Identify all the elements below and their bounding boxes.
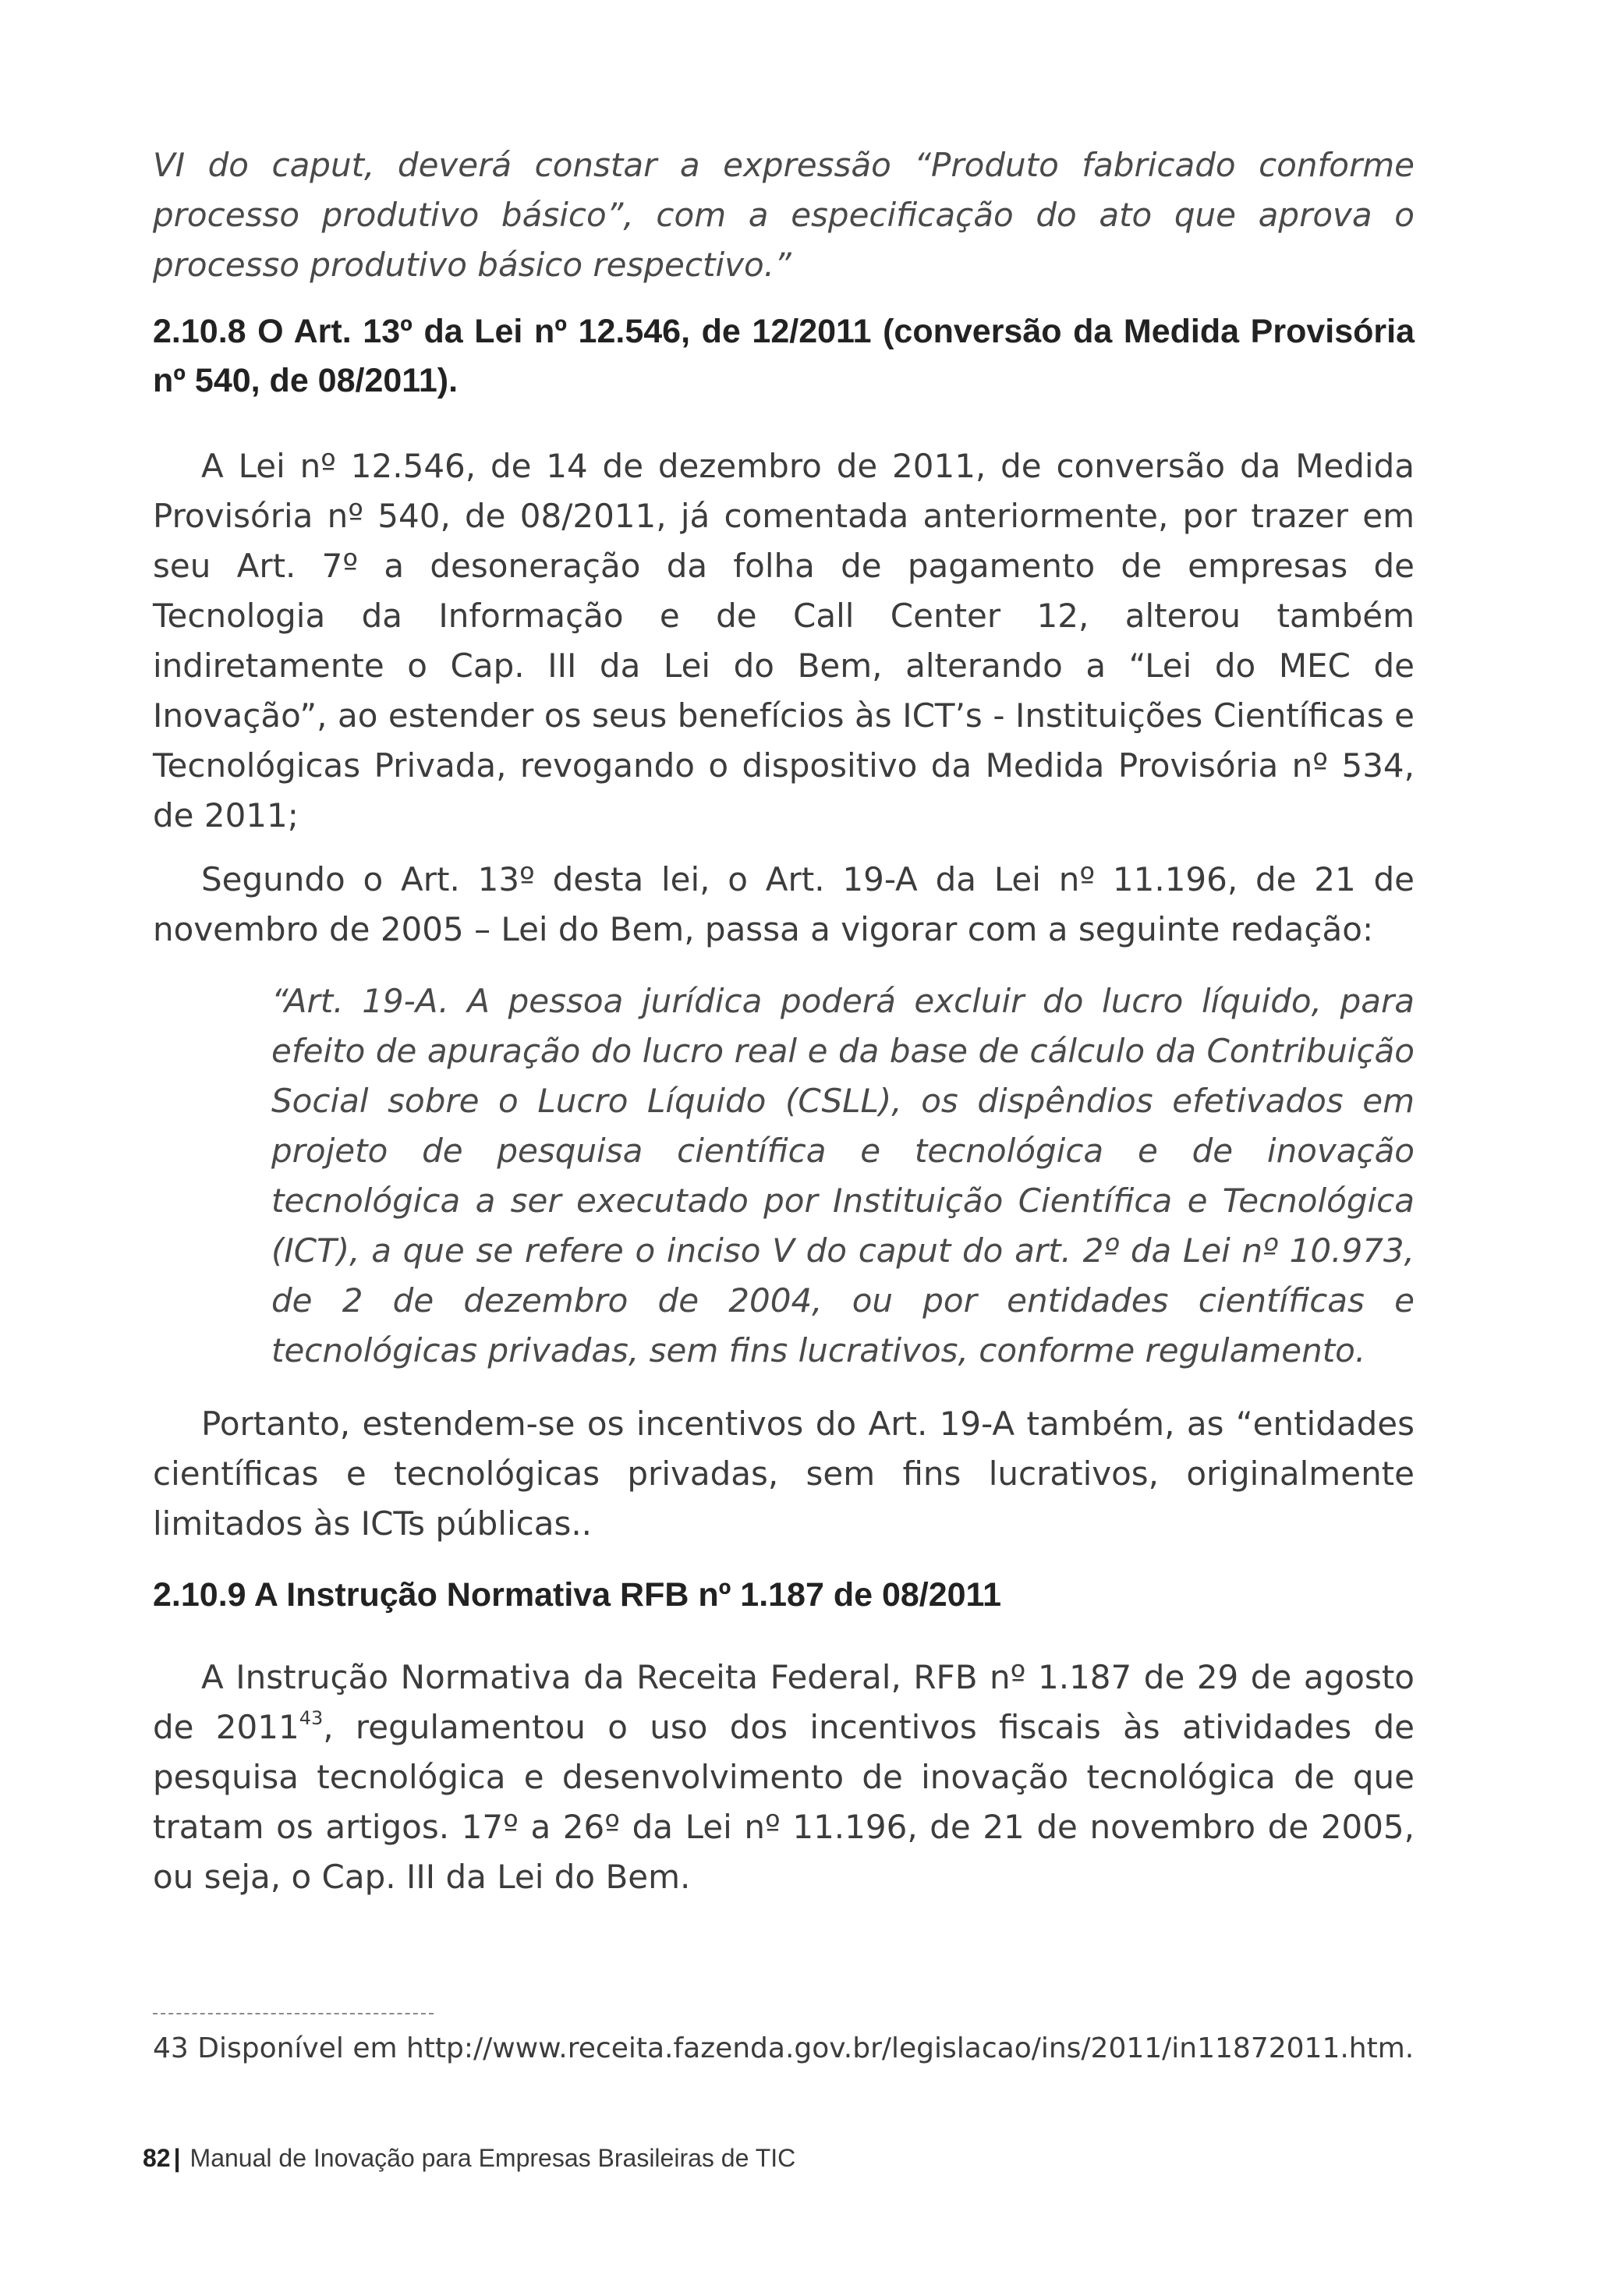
- footnote-reference[interactable]: 43: [299, 1707, 324, 1729]
- page-number: 82: [143, 2144, 171, 2172]
- quote-art-19a: “Art. 19-A. A pessoa jurídica poderá excluir do lucro líquido, para efeito de apuração do lucro real e da base de cálculo da Contribuição Social sobre o Lucro Líquido (CSLL), os dispêndios efetivados em projeto de pesquisa científica e tecnológica e de inovação tecnológica a ser executado por Instituição Científica e Tecnológica (ICT), a que se refere o inciso V do caput do art. 2º da Lei nº 10.973, de 2 de dezembro de 2004, ou por entidades científicas e tecnológicas privadas, sem fins lucrativos, conforme regulamento.: [271, 982, 1415, 1369]
- continued-quote: VI do caput, deverá constar a expressão “Produto fabricado conforme processo produtivo básico”, com a especificação do ato que aprova o processo produtivo básico respectivo.”: [153, 146, 1415, 284]
- section-heading-2-10-9: 2.10.9 A Instrução Normativa RFB nº 1.187 de 08/2011: [153, 1576, 1002, 1614]
- section-heading-2-10-8: 2.10.8 O Art. 13º da Lei nº 12.546, de 12/2011 (conversão da Medida Provisória nº 540, de 08/2011).: [153, 313, 1415, 399]
- footer-book-title: Manual de Inovação para Empresas Brasileiras de TIC: [189, 2144, 796, 2172]
- footnote-separator: [153, 2013, 434, 2014]
- page-footer: [143, 2144, 795, 2173]
- page-content: [153, 140, 1415, 1902]
- paragraph-in-rfb-text-b: , regulamentou o uso dos incentivos fiscais às atividades de pesquisa tecnológica e desenvolvimento de inovação tecnológica de que tratam os artigos. 17º a 26º da Lei nº 11.196, de 21 de novembro de 2005, ou seja, o Cap. III da Lei do Bem.: [153, 1708, 1415, 1896]
- paragraph-in-rfb-1187: [153, 1653, 1415, 1902]
- paragraph-portanto: Portanto, estendem-se os incentivos do Art. 19-A também, as “entidades científicas e tecnológicas privadas, sem fins lucrativos, originalmente limitados às ICTs públicas..: [153, 1405, 1415, 1543]
- paragraph-lei-12546: A Lei nº 12.546, de 14 de dezembro de 2011, de conversão da Medida Provisória nº 540, de 08/2011, já comentada anteriormente, por trazer em seu Art. 7º a desoneração da folha de pagamento de empresas de Tecnologia da Informação e de Call Center 12, alterou também indiretamente o Cap. III da Lei do Bem, alterando a “Lei do MEC de Inovação”, ao estender os seus benefícios às ICT’s - Instituições Científicas e Tecnológicas Privada, revogando o dispositivo da Medida Provisória nº 534, de 2011;: [153, 447, 1415, 834]
- paragraph-art-13: Segundo o Art. 13º desta lei, o Art. 19-A da Lei nº 11.196, de 21 de novembro de 2005 – Lei do Bem, passa a vigorar com a seguinte redação:: [153, 860, 1415, 948]
- footer-separator: |: [173, 2144, 181, 2172]
- paragraph-in-rfb-text-a: A Instrução Normativa da Receita Federal, RFB nº 1.187 de 29 de agosto de 2011: [153, 1658, 1415, 1746]
- footnote-43: 43 Disponível em http://www.receita.fazenda.gov.br/legislacao/ins/2011/in11872011.htm.: [153, 2032, 1415, 2064]
